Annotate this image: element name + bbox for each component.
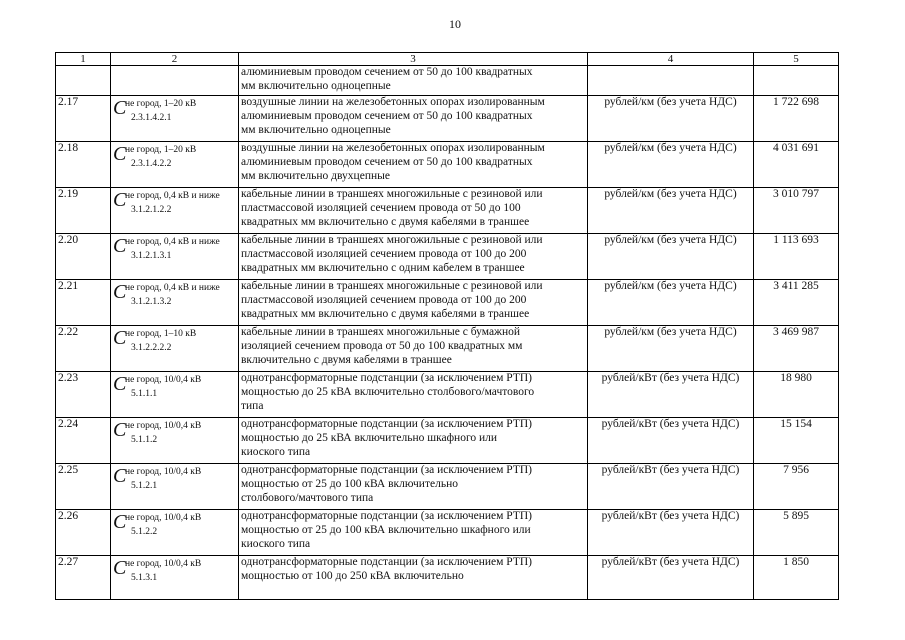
row-number: 2.24: [56, 418, 111, 464]
rate-symbol: [113, 372, 233, 410]
rate-superscript: не город, 1–20 кВ: [125, 99, 197, 109]
page-number: 10: [449, 17, 461, 31]
description-line: мощностью до 25 кВА включительно столбового/мачтового: [241, 385, 535, 398]
column-header-1: 1: [56, 53, 111, 66]
row-unit: рублей/км (без учета НДС): [588, 326, 754, 372]
table-row: [56, 280, 839, 326]
description-line: кабельные линии в траншеях многожильные с резиновой или: [241, 234, 543, 246]
rate-superscript: не город, 10/0,4 кВ: [125, 513, 202, 523]
rate-symbol: [113, 142, 233, 180]
description-line: однотрансформаторные подстанции (за исключением РТП): [241, 510, 532, 522]
row-unit: рублей/км (без учета НДС): [588, 142, 754, 188]
header-row: [56, 53, 839, 66]
rate-symbol: [113, 96, 233, 134]
description-line: мощностью от 25 до 100 кВА включительно: [241, 477, 458, 490]
description-line: однотрансформаторные подстанции (за исключением РТП): [241, 418, 532, 430]
rate-symbol: [113, 280, 233, 318]
row-number: 2.26: [56, 510, 111, 556]
description-line: мощностью от 25 до 100 кВА включительно шкафного или: [241, 523, 531, 536]
row-unit: рублей/кВт (без учета НДС): [588, 510, 754, 556]
row-unit: рублей/км (без учета НДС): [588, 234, 754, 280]
rate-letter: C: [113, 235, 127, 257]
table-row: [56, 234, 839, 280]
row-number: 2.18: [56, 142, 111, 188]
description-line: квадратных мм включительно с двумя кабелями в траншее: [241, 215, 530, 228]
row-number: [56, 66, 111, 96]
description-line: типа: [241, 399, 264, 412]
rate-subscript: 5.1.1.2: [131, 435, 158, 445]
description-line: пластмассовой изоляцией сечением провода от 100 до 200: [241, 293, 527, 306]
row-unit: рублей/км (без учета НДС): [588, 96, 754, 142]
row-description: [239, 556, 588, 600]
row-value: 1 113 693: [754, 234, 839, 280]
rate-code: [111, 464, 239, 510]
table-row: [56, 556, 839, 600]
row-number: 2.25: [56, 464, 111, 510]
continuation-row: [56, 66, 839, 96]
row-number: 2.23: [56, 372, 111, 418]
row-value: 1 850: [754, 556, 839, 600]
row-description: [239, 280, 588, 326]
description-line: однотрансформаторные подстанции (за исключением РТП): [241, 464, 532, 476]
row-description: [239, 510, 588, 556]
rate-subscript: 5.1.2.2: [131, 527, 158, 537]
row-description: [239, 234, 588, 280]
rate-letter: C: [113, 511, 127, 533]
row-unit: рублей/км (без учета НДС): [588, 280, 754, 326]
column-header-4: 4: [588, 53, 754, 66]
rate-superscript: не город, 10/0,4 кВ: [125, 467, 202, 477]
table-row: [56, 326, 839, 372]
description-line: пластмассовой изоляцией сечением провода от 50 до 100: [241, 201, 521, 214]
description-line: мощностью до 25 кВА включительно шкафного или: [241, 431, 498, 444]
table-row: [56, 510, 839, 556]
row-value: 3 411 285: [754, 280, 839, 326]
rate-code: [111, 280, 239, 326]
column-header-2: 2: [111, 53, 239, 66]
description-line: киоского типа: [241, 445, 311, 458]
row-value: 7 956: [754, 464, 839, 510]
table-row: [56, 96, 839, 142]
rate-letter: C: [113, 143, 127, 165]
rate-code: [111, 66, 239, 96]
rate-symbol: [113, 326, 233, 364]
table-row: [56, 464, 839, 510]
description-line: алюминиевым проводом сечением от 50 до 100 квадратных: [241, 66, 533, 78]
rate-subscript: 5.1.1.1: [131, 389, 158, 399]
row-description: [239, 326, 588, 372]
rate-symbol: [113, 464, 233, 502]
rate-superscript: не город, 0,4 кВ и ниже: [125, 191, 220, 201]
rate-code: [111, 556, 239, 600]
row-number: 2.20: [56, 234, 111, 280]
description-line: однотрансформаторные подстанции (за исключением РТП): [241, 556, 532, 568]
rate-symbol: [113, 234, 233, 272]
rate-code: [111, 510, 239, 556]
row-value: 15 154: [754, 418, 839, 464]
description-line: мм включительно одноцепные: [241, 79, 391, 92]
description-line: пластмассовой изоляцией сечением провода от 100 до 200: [241, 247, 527, 260]
row-unit: рублей/кВт (без учета НДС): [588, 556, 754, 600]
rate-letter: C: [113, 281, 127, 303]
row-value: 4 031 691: [754, 142, 839, 188]
description-line: кабельные линии в траншеях многожильные с резиновой или: [241, 280, 543, 292]
rate-superscript: не город, 0,4 кВ и ниже: [125, 237, 220, 247]
description-line: мощностью от 100 до 250 кВА включительно: [241, 569, 464, 582]
rate-symbol: [113, 188, 233, 226]
rate-superscript: не город, 1–10 кВ: [125, 329, 197, 339]
row-number: 2.21: [56, 280, 111, 326]
column-header-5: 5: [754, 53, 839, 66]
rate-superscript: не город, 10/0,4 кВ: [125, 375, 202, 385]
row-value: [754, 66, 839, 96]
description-line: киоского типа: [241, 537, 311, 550]
row-description: [239, 418, 588, 464]
table-row: [56, 372, 839, 418]
row-description: [239, 96, 588, 142]
row-description: [239, 464, 588, 510]
rate-letter: C: [113, 557, 127, 579]
rate-subscript: 5.1.2.1: [131, 481, 158, 491]
row-value: 18 980: [754, 372, 839, 418]
rate-superscript: не город, 1–20 кВ: [125, 145, 197, 155]
rate-letter: C: [113, 373, 127, 395]
rate-code: [111, 326, 239, 372]
description-line: квадратных мм включительно с одним кабелем в траншее: [241, 261, 525, 274]
description-line: мм включительно одноцепные: [241, 123, 391, 136]
rate-subscript: 3.1.2.2.2.2: [131, 343, 172, 353]
row-number: 2.17: [56, 96, 111, 142]
row-description: [239, 142, 588, 188]
rate-letter: C: [113, 189, 127, 211]
row-number: 2.19: [56, 188, 111, 234]
description-line: изоляцией сечением провода от 50 до 100 квадратных мм: [241, 339, 523, 352]
description-line: алюминиевым проводом сечением от 50 до 100 квадратных: [241, 109, 533, 122]
rate-superscript: не город, 10/0,4 кВ: [125, 421, 202, 431]
rate-subscript: 2.3.1.4.2.2: [131, 159, 172, 169]
row-value: 3 010 797: [754, 188, 839, 234]
rate-code: [111, 418, 239, 464]
row-unit: рублей/км (без учета НДС): [588, 188, 754, 234]
table-row: [56, 142, 839, 188]
rate-symbol: [113, 510, 233, 548]
rate-code: [111, 234, 239, 280]
row-unit: [588, 66, 754, 96]
description-line: включительно с двумя кабелями в траншее: [241, 353, 452, 366]
table-row: [56, 418, 839, 464]
rate-code: [111, 372, 239, 418]
table-row: [56, 188, 839, 234]
rate-symbol: [113, 418, 233, 456]
row-description: [239, 372, 588, 418]
row-unit: рублей/кВт (без учета НДС): [588, 372, 754, 418]
row-value: 3 469 987: [754, 326, 839, 372]
rate-code: [111, 142, 239, 188]
row-unit: рублей/кВт (без учета НДС): [588, 418, 754, 464]
description-line: кабельные линии в траншеях многожильные с бумажной: [241, 326, 521, 338]
row-description: [239, 188, 588, 234]
column-header-3: 3: [239, 53, 588, 66]
tariff-table: [55, 52, 839, 600]
description-line: воздушные линии на железобетонных опорах изолированным: [241, 142, 545, 154]
description-line: воздушные линии на железобетонных опорах изолированным: [241, 96, 545, 108]
rate-letter: C: [113, 465, 127, 487]
rate-subscript: 3.1.2.1.2.2: [131, 205, 172, 215]
description-line: столбового/мачтового типа: [241, 491, 374, 504]
rate-letter: C: [113, 327, 127, 349]
rate-superscript: не город, 0,4 кВ и ниже: [125, 283, 220, 293]
row-value: 5 895: [754, 510, 839, 556]
description-line: кабельные линии в траншеях многожильные с резиновой или: [241, 188, 543, 200]
rate-code: [111, 188, 239, 234]
rate-subscript: 5.1.3.1: [131, 573, 158, 583]
description-line: квадратных мм включительно с двумя кабелями в траншее: [241, 307, 530, 320]
rate-subscript: 3.1.2.1.3.2: [131, 297, 172, 307]
rate-letter: C: [113, 97, 127, 119]
rate-subscript: 2.3.1.4.2.1: [131, 113, 172, 123]
description-line: мм включительно двухцепные: [241, 169, 390, 182]
rate-symbol: [113, 556, 233, 594]
description-line: алюминиевым проводом сечением от 50 до 100 квадратных: [241, 155, 533, 168]
row-value: 1 722 698: [754, 96, 839, 142]
row-description: [239, 66, 588, 96]
rate-letter: C: [113, 419, 127, 441]
description-line: однотрансформаторные подстанции (за исключением РТП): [241, 372, 532, 384]
row-number: 2.22: [56, 326, 111, 372]
rate-subscript: 3.1.2.1.3.1: [131, 251, 172, 261]
row-number: 2.27: [56, 556, 111, 600]
rate-superscript: не город, 10/0,4 кВ: [125, 559, 202, 569]
row-unit: рублей/кВт (без учета НДС): [588, 464, 754, 510]
rate-code: [111, 96, 239, 142]
